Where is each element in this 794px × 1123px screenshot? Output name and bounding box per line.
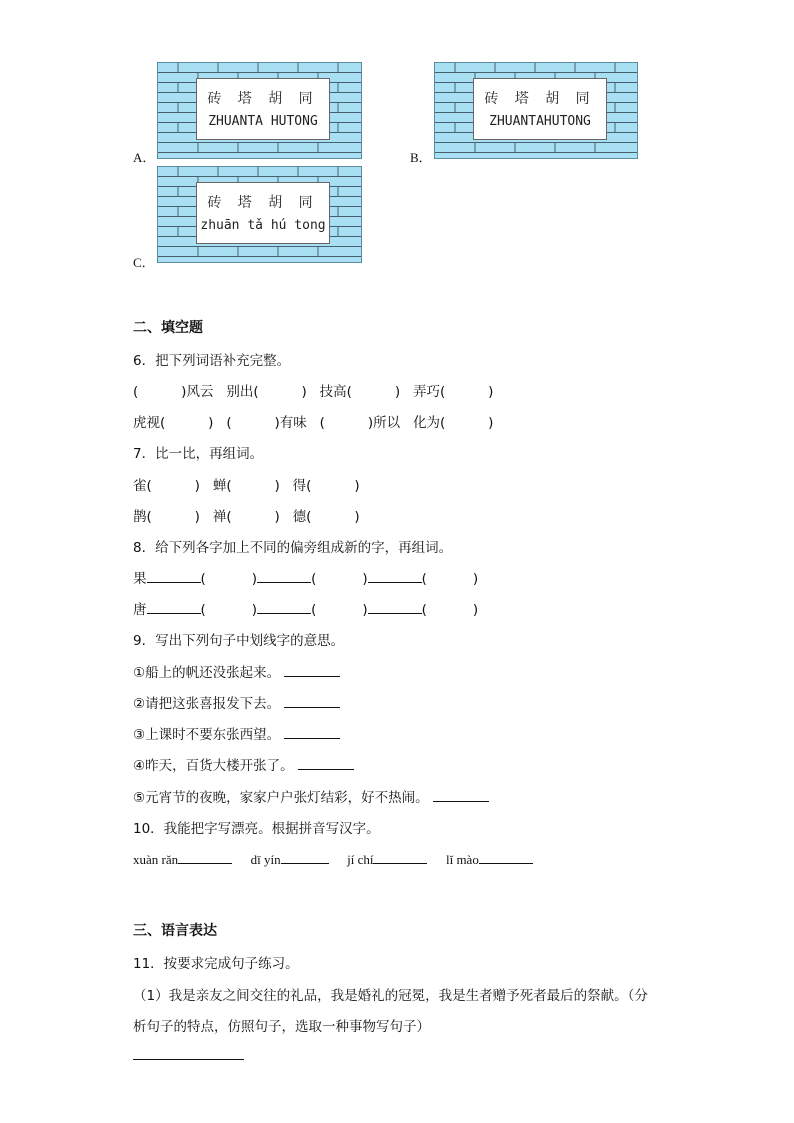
option-b-sign-image <box>434 62 638 159</box>
option-a-letter: A． <box>133 150 156 165</box>
answer-blank[interactable] <box>373 849 427 864</box>
q10-pinyin-1: xuàn rǎn <box>133 852 179 867</box>
answer-blank[interactable] <box>284 662 340 677</box>
q9-item-1-text: ①船上的帆还没张起来。 <box>133 665 281 681</box>
answer-blank[interactable] <box>433 787 489 802</box>
option-b-letter: B． <box>410 150 432 165</box>
q9-item-5 <box>133 786 489 806</box>
blank[interactable] <box>147 568 201 583</box>
q7-prompt: 7．比一比，再组词。 <box>133 446 264 462</box>
q10-row <box>133 849 533 868</box>
answer-blank[interactable] <box>281 849 329 864</box>
option-c-letter: C． <box>133 255 155 270</box>
blank[interactable] <box>147 599 201 614</box>
q11-answer-line[interactable] <box>133 1059 244 1060</box>
q9-item-2-text: ②请把这张喜报发下去。 <box>133 696 281 712</box>
answer-blank[interactable] <box>284 693 340 708</box>
section-3-title: 三、语言表达 <box>133 923 217 939</box>
blank[interactable] <box>257 599 311 614</box>
q11-sub1-line2: 析句子的特点，仿照句子，选取一种事物写句子） <box>133 1019 430 1035</box>
q6-row-2: 虎视( ) ( )有味 ( )所以 化为( ) <box>133 415 494 431</box>
q7-row-2: 鹊( ) 禅( ) 德( ) <box>133 509 360 525</box>
blank[interactable] <box>257 568 311 583</box>
q8-row-2: 唐 ( ) ( ) ( ) <box>133 598 478 618</box>
sign-chinese-b: 砖 塔 胡 同 <box>484 91 596 107</box>
blank[interactable] <box>368 599 422 614</box>
q9-item-3 <box>133 723 340 743</box>
section-2-title: 二、填空题 <box>133 320 203 336</box>
q10-pinyin-2: dī yín <box>250 852 281 867</box>
q7-row-1: 雀( ) 蝉( ) 得( ) <box>133 478 360 494</box>
option-c-sign-image <box>157 166 362 263</box>
sign-pinyin-b: ZHUANTAHUTONG <box>489 114 591 129</box>
q8-char-1: 果 <box>133 571 147 587</box>
q9-item-3-text: ③上课时不要东张西望。 <box>133 727 281 743</box>
q9-item-4 <box>133 754 354 774</box>
answer-blank[interactable] <box>479 849 533 864</box>
sign-pinyin-c: zhuān tǎ hú tong <box>200 218 326 233</box>
q6-row-1: ( )风云 别出( ) 技高( ) 弄巧( ) <box>133 384 494 400</box>
q8-char-2: 唐 <box>133 602 147 618</box>
blank[interactable] <box>368 568 422 583</box>
q8-row-1: 果 ( ) ( ) ( ) <box>133 567 478 587</box>
answer-blank[interactable] <box>298 755 354 770</box>
sign-board-b <box>473 78 607 140</box>
option-a-sign-image <box>157 62 362 159</box>
q10-pinyin-4: lǐ mào <box>445 852 479 867</box>
answer-blank[interactable] <box>284 724 340 739</box>
q6-prompt: 6．把下列词语补充完整。 <box>133 353 291 369</box>
sign-chinese-c: 砖 塔 胡 同 <box>207 195 319 211</box>
sign-board-c <box>196 182 330 244</box>
sign-board-a <box>196 78 330 140</box>
q9-item-1 <box>133 661 340 681</box>
sign-pinyin-a: ZHUANTA HUTONG <box>208 114 318 129</box>
sign-chinese-a: 砖 塔 胡 同 <box>207 91 319 107</box>
q10-prompt: 10．我能把字写漂亮。根据拼音写汉字。 <box>133 821 380 837</box>
q9-prompt: 9．写出下列句子中划线字的意思。 <box>133 633 345 649</box>
q9-item-4-text: ④昨天，百货大楼开张了。 <box>133 758 294 774</box>
q9-item-5-text: ⑤元宵节的夜晚，家家户户张灯结彩，好不热闹。 <box>133 790 429 806</box>
q10-pinyin-3: jí chí <box>347 852 374 867</box>
q11-prompt: 11．按要求完成句子练习。 <box>133 956 299 972</box>
q8-prompt: 8．给下列各字加上不同的偏旁组成新的字，再组词。 <box>133 540 453 556</box>
answer-blank[interactable] <box>178 849 232 864</box>
q11-sub1-line1: （1）我是亲友之间交往的礼品，我是婚礼的冠冕，我是生者赠予死者最后的祭献。（分 <box>133 988 648 1004</box>
q9-item-2 <box>133 692 340 712</box>
